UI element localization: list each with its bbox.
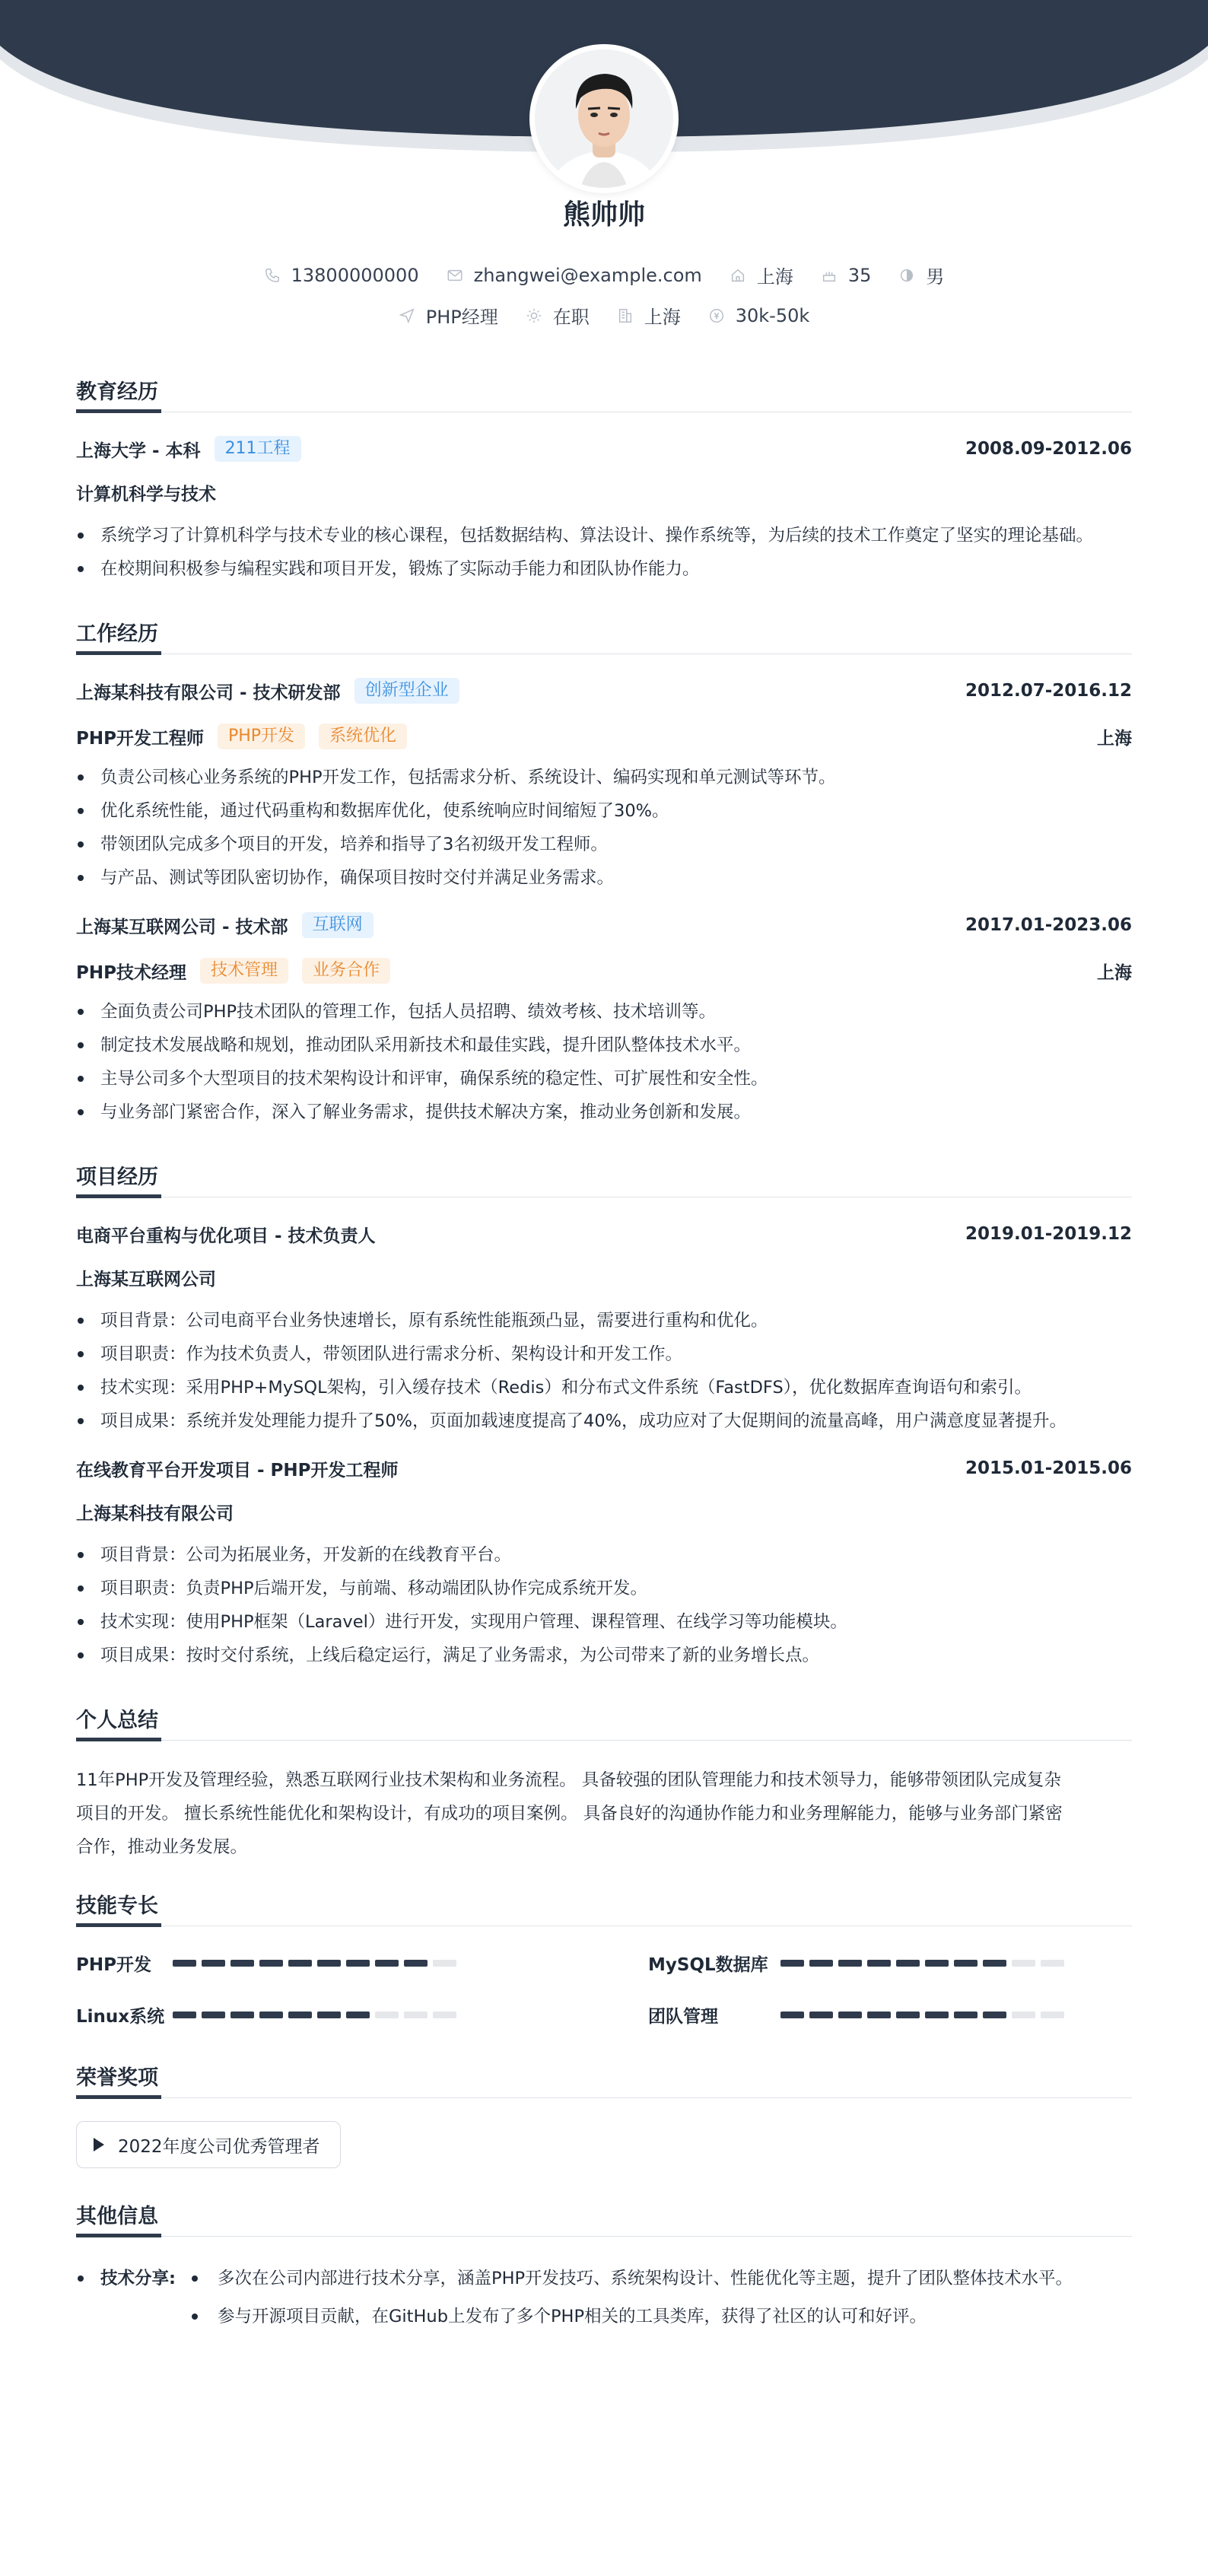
job-company: 上海某互联网公司 - 技术部 <box>76 917 288 937</box>
send-icon <box>399 307 415 324</box>
projects-section <box>76 1158 1132 1672</box>
job-role-row <box>76 723 1132 750</box>
education-bullets <box>76 519 1132 586</box>
job-bullets <box>76 761 1132 895</box>
education-major: 计算机科学与技术 <box>76 485 216 504</box>
skill-item <box>76 1949 648 1977</box>
list-item: 多次在公司内部进行技术分享，涵盖PHP开发技巧、系统架构设计、性能优化等主题，提升了团队整体技术水平。 <box>190 2260 1073 2298</box>
skill-dash-filled <box>317 1960 341 1967</box>
project-date: 2015.01-2015.06 <box>965 1458 1132 1478</box>
list-item: 技术实现：采用PHP+MySQL架构，引入缓存技术（Redis）和分布式文件系统（FastDFS），优化数据库查询语句和索引。 <box>76 1371 1132 1404</box>
skill-dash-filled <box>925 1960 949 1967</box>
list-item: 优化系统性能，通过代码重构和数据库优化，使系统响应时间缩短了30%。 <box>76 794 1132 828</box>
position-item <box>399 302 498 329</box>
skill-dash-filled <box>173 2012 196 2018</box>
role-tag: PHP开发 <box>218 724 305 749</box>
skill-dash-empty <box>1041 2012 1064 2018</box>
list-item: 全面负责公司PHP技术团队的管理工作，包括人员招聘、绩效考核、技术培训等。 <box>76 995 1132 1029</box>
summary-line: 11年PHP开发及管理经验，熟悉互联网行业技术架构和业务流程。 具备较强的团队管理能力和技术领导力，能够带领团队完成复杂 <box>76 1770 1061 1790</box>
salary-item <box>708 305 810 326</box>
list-item: 技术实现：使用PHP框架（Laravel）进行开发，实现用户管理、课程管理、在线学习等功能模块。 <box>76 1605 1132 1639</box>
skill-item <box>648 1949 1132 1977</box>
skill-level-bar <box>780 1960 1070 1967</box>
skill-dash-filled <box>809 2012 833 2018</box>
skill-dash-empty <box>1041 1960 1064 1967</box>
job-bullets <box>76 995 1132 1129</box>
skill-dash-filled <box>173 1960 196 1967</box>
status-text: 在职 <box>552 307 590 328</box>
location-text: 上海 <box>756 266 793 288</box>
list-item: 制定技术发展战略和规划，推动团队采用新技术和最佳实践，提升团队整体技术水平。 <box>76 1029 1132 1062</box>
skill-dash-filled <box>838 1960 862 1967</box>
education-header <box>76 435 1132 463</box>
education-section <box>76 373 1132 586</box>
summary-line: 合作，推动业务发展。 <box>76 1837 248 1857</box>
project-header <box>76 1455 1132 1482</box>
skill-dash-filled <box>346 2012 370 2018</box>
section-title-summary: 个人总结 <box>76 1701 1132 1741</box>
skill-dash-empty <box>1012 1960 1035 1967</box>
gender-icon <box>898 267 915 284</box>
email-text: zhangwei@example.com <box>473 264 702 286</box>
job-date: 2012.07-2016.12 <box>965 681 1132 701</box>
contact-info-row <box>0 262 1208 288</box>
school-tag: 211工程 <box>215 436 301 462</box>
section-title-education: 教育经历 <box>76 373 1132 412</box>
project-bullets <box>76 1304 1132 1438</box>
skill-dash-filled <box>404 1960 428 1967</box>
skill-name: PHP开发 <box>76 1954 151 1975</box>
location-icon <box>730 267 746 284</box>
list-item: 项目职责：负责PHP后端开发，与前端、移动端团队协作完成系统开发。 <box>76 1572 1132 1605</box>
skill-dash-filled <box>288 1960 312 1967</box>
other-info <box>76 2260 1132 2336</box>
list-item: 带领团队完成多个项目的开发，培养和指导了3名初级开发工程师。 <box>76 828 1132 861</box>
list-item: 在校期间积极参与编程实践和项目开发，锻炼了实际动手能力和团队协作能力。 <box>76 552 1132 586</box>
skill-name: 团队管理 <box>648 2006 718 2027</box>
skill-dash-filled <box>230 2012 254 2018</box>
skill-dash-filled <box>375 1960 399 1967</box>
job-role-row <box>76 957 1132 984</box>
building-icon <box>617 307 634 324</box>
award-item[interactable] <box>76 2121 341 2168</box>
skill-dash-empty <box>433 1960 456 1967</box>
age-icon <box>821 267 838 284</box>
job-role: PHP技术经理 <box>76 962 186 983</box>
skill-dash-filled <box>780 1960 804 1967</box>
gender-item <box>898 262 944 288</box>
job-city: 上海 <box>1097 962 1132 983</box>
project-date: 2019.01-2019.12 <box>965 1224 1132 1244</box>
section-title-projects: 项目经历 <box>76 1158 1132 1197</box>
avatar <box>529 44 679 193</box>
role-tag: 系统优化 <box>319 724 407 749</box>
skill-dash-empty <box>433 2012 456 2018</box>
gender-text: 男 <box>926 266 945 288</box>
skill-dash-filled <box>259 1960 283 1967</box>
skill-dash-filled <box>202 2012 225 2018</box>
project-header <box>76 1220 1132 1248</box>
phone-icon <box>264 267 281 284</box>
section-title-skills: 技能专长 <box>76 1887 1132 1926</box>
other-section <box>76 2197 1132 2336</box>
list-item: 负责公司核心业务系统的PHP开发工作，包括需求分析、系统设计、编码实现和单元测试等环节。 <box>76 761 1132 794</box>
list-item: 参与开源项目贡献，在GitHub上发布了多个PHP相关的工具类库，获得了社区的认可和好评。 <box>190 2298 1073 2336</box>
skill-dash-filled <box>896 2012 920 2018</box>
skill-dash-filled <box>346 1960 370 1967</box>
skill-dash-filled <box>867 2012 891 2018</box>
other-list <box>190 2260 1073 2336</box>
skill-dash-filled <box>259 2012 283 2018</box>
skill-dash-filled <box>230 1960 254 1967</box>
list-item: 系统学习了计算机科学与技术专业的核心课程，包括数据结构、算法设计、操作系统等，为后续的技术工作奠定了坚实的理论基础。 <box>76 519 1132 552</box>
project-company: 上海某互联网公司 <box>76 1270 216 1290</box>
skill-dash-filled <box>954 2012 978 2018</box>
list-item: 与产品、测试等团队密切协作，确保项目按时交付并满足业务需求。 <box>76 861 1132 895</box>
section-title-work: 工作经历 <box>76 615 1132 654</box>
age-item <box>821 265 872 286</box>
list-item: 项目背景：公司电商平台业务快速增长，原有系统性能瓶颈凸显，需要进行重构和优化。 <box>76 1304 1132 1337</box>
role-tag: 技术管理 <box>200 958 288 984</box>
skill-dash-filled <box>954 1960 978 1967</box>
status-item <box>526 302 590 329</box>
skills-grid <box>76 1949 1132 2028</box>
role-tag: 业务合作 <box>302 958 390 984</box>
summary-line: 项目的开发。 擅长系统性能优化和架构设计，有成功的项目案例。 具备良好的沟通协作能力和业务理解能力，能够与业务部门紧密 <box>76 1804 1063 1824</box>
skill-dash-filled <box>983 2012 1006 2018</box>
city-text: 上海 <box>644 307 681 328</box>
age-text: 35 <box>847 264 872 286</box>
skill-dash-filled <box>780 2012 804 2018</box>
skill-dash-filled <box>925 2012 949 2018</box>
company-tag: 创新型企业 <box>354 678 459 704</box>
project-name: 电商平台重构与优化项目 - 技术负责人 <box>76 1226 376 1246</box>
project-name: 在线教育平台开发项目 - PHP开发工程师 <box>76 1460 399 1480</box>
skill-name: Linux系统 <box>76 2006 165 2027</box>
mail-icon <box>447 267 463 284</box>
list-item: 主导公司多个大型项目的技术架构设计和评审，确保系统的稳定性、可扩展性和安全性。 <box>76 1062 1132 1096</box>
job-company: 上海某科技有限公司 - 技术研发部 <box>76 682 341 703</box>
skill-dash-empty <box>404 2012 428 2018</box>
resume-content <box>76 373 1132 2336</box>
skill-level-bar <box>173 2012 462 2018</box>
project-company: 上海某科技有限公司 <box>76 1504 234 1524</box>
skill-dash-filled <box>288 2012 312 2018</box>
section-title-other: 其他信息 <box>76 2197 1132 2237</box>
phone-text: 13800000000 <box>291 264 419 286</box>
award-text: 2022年度公司优秀管理者 <box>118 2136 320 2157</box>
skills-section <box>76 1887 1132 2028</box>
list-item: 与业务部门紧密合作，深入了解业务需求，提供技术解决方案，推动业务创新和发展。 <box>76 1096 1132 1129</box>
skill-dash-filled <box>202 1960 225 1967</box>
list-item: 项目职责：作为技术负责人，带领团队进行需求分析、架构设计和开发工作。 <box>76 1337 1132 1371</box>
status-icon <box>526 307 542 324</box>
education-date: 2008.09-2012.06 <box>965 439 1132 459</box>
list-item: 项目成果：按时交付系统，上线后稳定运行，满足了业务需求，为公司带来了新的业务增长点。 <box>76 1639 1132 1672</box>
skill-dash-filled <box>983 1960 1006 1967</box>
skill-dash-filled <box>809 1960 833 1967</box>
email-item <box>447 265 702 286</box>
avatar-photo <box>535 49 673 188</box>
skill-name: MySQL数据库 <box>648 1954 768 1975</box>
job-header <box>76 911 1132 939</box>
school-name: 上海大学 - 本科 <box>76 440 201 461</box>
skill-level-bar <box>173 1960 462 1967</box>
skill-dash-filled <box>838 2012 862 2018</box>
job-info-row <box>0 302 1208 329</box>
skill-item <box>648 2001 1132 2028</box>
phone-item <box>264 265 419 286</box>
position-text: PHP经理 <box>425 307 498 328</box>
job-city: 上海 <box>1097 728 1132 749</box>
skill-dash-filled <box>896 1960 920 1967</box>
city-item <box>617 302 681 329</box>
project-bullets <box>76 1538 1132 1672</box>
summary-text <box>76 1763 1132 1864</box>
work-section <box>76 615 1132 1129</box>
list-item: 项目成果：系统并发处理能力提升了50%，页面加载速度提高了40%，成功应对了大促期间的流量高峰，用户满意度显著提升。 <box>76 1404 1132 1438</box>
other-label: 技术分享: <box>76 2260 190 2336</box>
skill-dash-filled <box>867 1960 891 1967</box>
skill-level-bar <box>780 2012 1070 2018</box>
company-tag: 互联网 <box>302 912 374 938</box>
skill-dash-empty <box>1012 2012 1035 2018</box>
list-item: 项目背景：公司为拓展业务，开发新的在线教育平台。 <box>76 1538 1132 1572</box>
play-icon <box>94 2138 104 2151</box>
section-title-awards: 荣誉奖项 <box>76 2059 1132 2098</box>
location-item <box>730 262 793 288</box>
summary-section <box>76 1701 1132 1864</box>
job-date: 2017.01-2023.06 <box>965 915 1132 935</box>
skill-dash-empty <box>375 2012 399 2018</box>
job-header <box>76 677 1132 704</box>
skill-item <box>76 2001 648 2028</box>
awards-section <box>76 2059 1132 2168</box>
salary-icon <box>708 307 725 324</box>
candidate-name: 熊帅帅 <box>562 199 645 231</box>
job-role: PHP开发工程师 <box>76 728 204 749</box>
skill-dash-filled <box>317 2012 341 2018</box>
salary-text: 30k-50k <box>735 304 810 326</box>
